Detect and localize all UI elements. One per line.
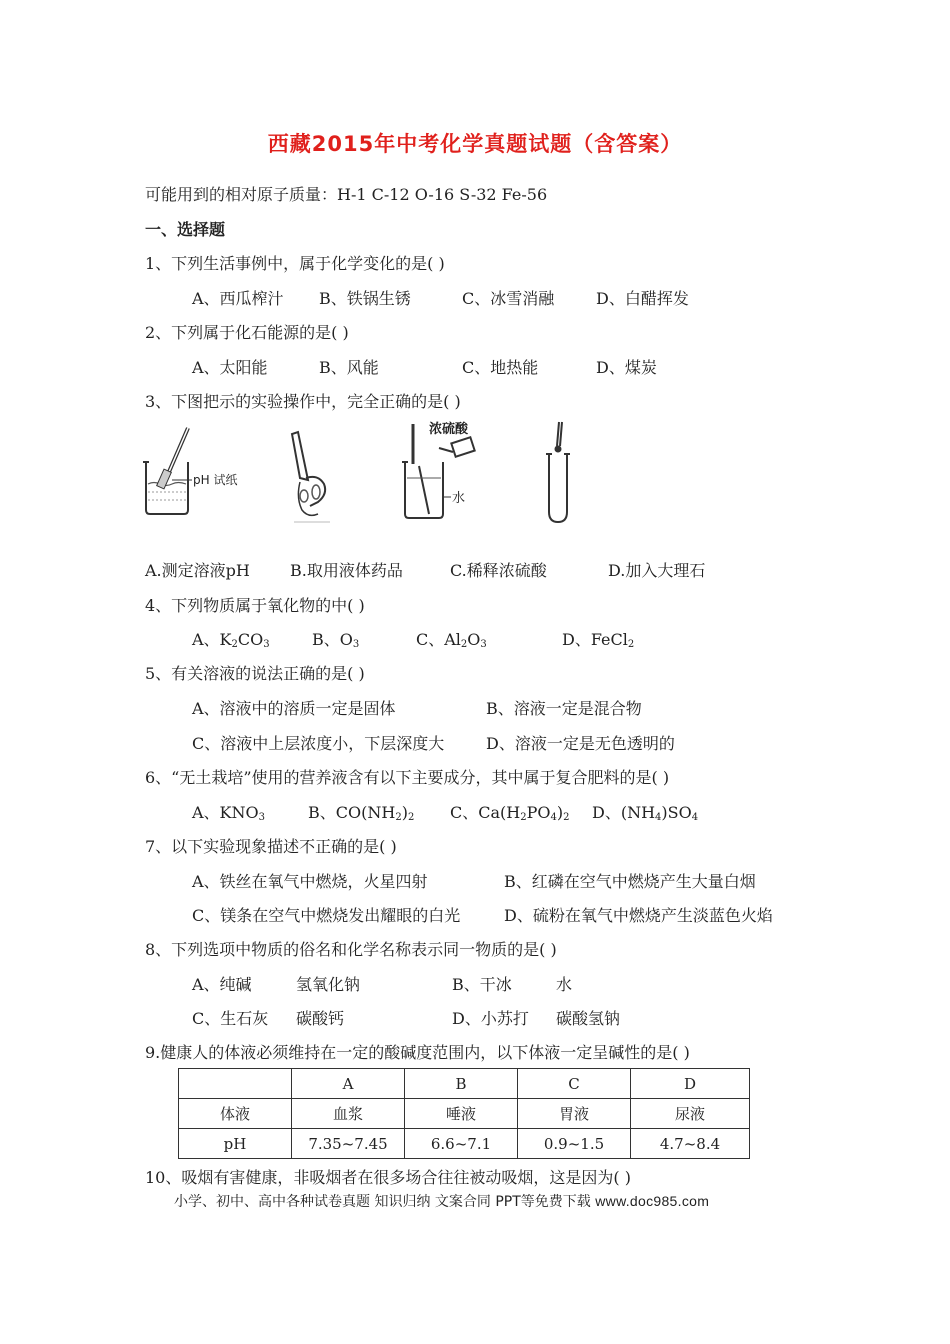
question-6: 6、“无土栽培”使用的营养液含有以下主要成分，其中属于复合肥料的是( ) [145,768,670,787]
page-footer [174,1191,709,1211]
q4-option-a: A、$K_2CO_3$ [192,630,270,650]
q4-option-c: C、$Al_2O_3$ [416,630,487,650]
ph-paper-label: pH 试纸 [193,473,238,487]
table-cell: 胃液 [518,1099,631,1129]
table-cell: 7.35~7.45 [292,1129,405,1159]
page-title: 西藏2015年中考化学真题试题（含答案） [267,132,683,156]
section-title: 一、选择题 [145,220,226,239]
ph-table [178,1068,750,1159]
table-row [179,1099,750,1129]
q2-option-b: B、风能 [319,358,379,377]
footer-text: 小学、初中、高中各种试卷真题 知识归纳 文案合同 PPT等免费下载 [174,1194,591,1210]
table-cell: 0.9~1.5 [518,1129,631,1159]
table-cell: 6.6~7.1 [405,1129,518,1159]
footer-site-link[interactable]: www.doc985.com [595,1193,710,1209]
q3-option-b: B.取用液体药品 [290,561,403,580]
question-3: 3、下图把示的实验操作中，完全正确的是( ) [145,392,461,411]
table-cell: A [292,1069,405,1099]
table-header-row [179,1069,750,1099]
q1-option-b: B、铁锅生锈 [319,289,411,308]
q6-option-d: D、$(NH_4)SO_4$ [592,803,699,823]
figure-ph-test [140,418,250,530]
q7-option-c: C、镁条在空气中燃烧发出耀眼的白光 [192,906,461,925]
q2-option-a: A、太阳能 [192,358,268,377]
q2-option-d: D、煤炭 [596,358,657,377]
table-cell: D [631,1069,750,1099]
table-cell: pH [179,1129,292,1159]
q3-option-c: C.稀释浓硫酸 [450,561,547,580]
q8-option-b-chem: 水 [556,975,573,994]
atomic-masses: 可能用到的相对原子质量：H-1 C-12 O-16 S-32 Fe-56 [145,185,548,204]
figure-dilute-acid [395,418,515,530]
table-cell: C [518,1069,631,1099]
q5-option-d: D、溶液一定是无色透明的 [486,734,675,753]
q8-option-d-chem: 碳酸氢钠 [556,1009,621,1028]
q8-option-d-name: D、小苏打 [452,1009,529,1028]
water-label: 水 [452,491,466,506]
q1-option-c: C、冰雪消融 [462,289,555,308]
q7-option-d: D、硫粉在氧气中燃烧产生淡蓝色火焰 [504,906,773,925]
q3-option-a: A.测定溶液pH [145,561,250,580]
question-9: 9.健康人的体液必须维持在一定的酸碱度范围内，以下体液一定呈碱性的是( ) [145,1043,690,1062]
table-cell: B [405,1069,518,1099]
q7-option-a: A、铁丝在氧气中燃烧，火星四射 [192,872,428,891]
figure-add-marble [535,418,585,530]
q1-option-d: D、白醋挥发 [596,289,689,308]
q6-option-c: C、$Ca(H_2PO_4)_2$ [450,803,570,823]
question-5: 5、有关溶液的说法正确的是( ) [145,664,365,683]
conc-acid-label: 浓硫酸 [429,422,469,437]
q6-option-a: A、$KNO_3$ [192,803,266,823]
q4-option-d: D、FeCl$_2$ [562,630,635,650]
q8-option-c-chem: 碳酸钙 [296,1009,345,1028]
q5-option-b: B、溶液一定是混合物 [486,699,642,718]
table-cell: 4.7~8.4 [631,1129,750,1159]
table-cell: 体液 [179,1099,292,1129]
q8-option-c-name: C、生石灰 [192,1009,269,1028]
table-cell: 尿液 [631,1099,750,1129]
q1-option-a: A、西瓜榨汁 [192,289,284,308]
table-cell [179,1069,292,1099]
figure-liquid-transfer [270,418,350,530]
q4-option-b: B、$O_3$ [312,630,360,650]
q2-option-c: C、地热能 [462,358,539,377]
question-7: 7、以下实验现象描述不正确的是( ) [145,837,397,856]
question-4: 4、下列物质属于氧化物的中( ) [145,596,365,615]
q5-option-a: A、溶液中的溶质一定是固体 [192,699,396,718]
q8-option-a-chem: 氢氧化钠 [296,975,361,994]
table-cell: 血浆 [292,1099,405,1129]
q6-option-b: B、$CO(NH_2)_2$ [308,803,415,823]
q5-option-c: C、溶液中上层浓度小，下层深度大 [192,734,445,753]
q8-option-b-name: B、干冰 [452,975,512,994]
question-1: 1、下列生活事例中，属于化学变化的是( ) [145,254,445,273]
experiment-figures [140,418,600,530]
table-row [179,1129,750,1159]
q7-option-b: B、红磷在空气中燃烧产生大量白烟 [504,872,756,891]
q3-option-d: D.加入大理石 [608,561,706,580]
question-8: 8、下列选项中物质的俗名和化学名称表示同一物质的是( ) [145,940,557,959]
question-2: 2、下列属于化石能源的是( ) [145,323,349,342]
question-10: 10、吸烟有害健康，非吸烟者在很多场合往往被动吸烟，这是因为( ) [145,1168,631,1187]
table-cell: 唾液 [405,1099,518,1129]
q8-option-a-name: A、纯碱 [192,975,252,994]
